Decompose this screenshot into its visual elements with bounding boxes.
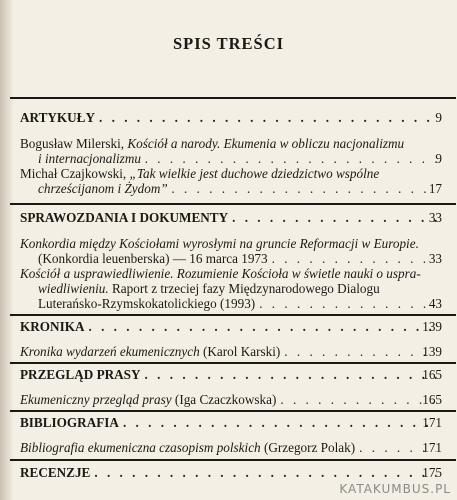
leader-dots	[284, 344, 436, 359]
divider	[10, 410, 456, 412]
entry-kronika-row	[20, 344, 440, 359]
entry-konkordia-line1: Konkordia między Kościołami wyrosłymi na gruncie Reformacji w Europie.	[20, 236, 419, 251]
entry-kronika-page: 139	[422, 344, 442, 359]
divider	[10, 314, 456, 316]
leader-dots	[88, 319, 436, 334]
entry-przeglad-page: 165	[422, 392, 442, 407]
entry-title-cont: chrześcijanom i Żydom”	[38, 181, 168, 196]
divider	[10, 203, 456, 205]
entry-konkordia-line2	[38, 251, 440, 266]
section-recenzje-heading: RECENZJE	[20, 465, 91, 480]
section-artykuly-heading: ARTYKUŁY	[20, 110, 96, 125]
entry-author: Bogusław Milerski,	[20, 136, 125, 151]
entry-bibliografia-row	[20, 440, 440, 455]
entry-title-cont: (Konkordia leuenberska) — 16 marca 1973	[38, 251, 268, 266]
leader-dots	[94, 465, 436, 480]
entry-kronika-text: Kronika wydarzeń ekumenicznych (Karol Karski)	[20, 344, 281, 359]
leader-dots	[272, 251, 436, 266]
entry-title: „Tak wielkie jest duchowe dziedzictwo wspólne	[129, 166, 380, 181]
section-sprawozdania-heading: SPRAWOZDANIA I DOKUMENTY	[20, 210, 229, 225]
entry-kosciol-page: 43	[428, 296, 442, 311]
section-bibliografia-row	[20, 415, 440, 430]
watermark: KATAKUMBUS.PL	[339, 482, 451, 496]
entry-subtitle: Raport z trzeciej fazy Międzynarodowego Dialogu	[108, 281, 380, 296]
entry-konkordia-page: 33	[428, 251, 442, 266]
page-shadow	[0, 0, 14, 500]
leader-dots	[259, 296, 436, 311]
leader-dots	[280, 392, 436, 407]
entry-title-cont: wiedliwieniu.	[38, 281, 109, 296]
entry-subtitle-cont: Luterańsko-Rzymskokatolickiego (1993)	[38, 296, 256, 311]
entry-title: Kościół a narody. Ekumenia w obliczu nacjonalizmu	[127, 136, 405, 151]
leader-dots	[123, 415, 436, 430]
section-artykuly-page: 9	[435, 110, 442, 125]
section-sprawozdania-row	[20, 210, 440, 225]
section-sprawozdania-page: 33	[428, 210, 442, 225]
entry-kosciol-line2	[38, 281, 457, 296]
entry-milerski-line1	[20, 136, 442, 151]
leader-dots	[99, 110, 436, 125]
entry-milerski-line2	[38, 151, 440, 166]
section-kronika-row	[20, 319, 440, 334]
section-przeglad-heading: PRZEGLĄD PRASY	[20, 367, 141, 382]
divider	[10, 459, 456, 461]
entry-author: Michał Czajkowski,	[20, 166, 127, 181]
section-recenzje-row	[20, 465, 440, 480]
entry-czajkowski-line2	[38, 181, 440, 196]
leader-dots	[145, 151, 436, 166]
leader-dots	[232, 210, 436, 225]
entry-kosciol-line1: Kościół a usprawiedliwienie. Rozumienie Kościoła w świetle nauki o uspra-	[20, 266, 421, 281]
entry-milerski-page: 9	[435, 151, 442, 166]
section-bibliografia-heading: BIBLIOGRAFIA	[20, 415, 119, 430]
top-rule	[10, 97, 456, 99]
divider	[10, 362, 456, 364]
leader-dots	[172, 181, 436, 196]
entry-bibliografia-page: 171	[422, 440, 442, 455]
entry-title-cont: i internacjonalizmu	[38, 151, 141, 166]
section-recenzje-page: 175	[422, 465, 442, 480]
section-przeglad-page: 165	[422, 367, 442, 382]
entry-kosciol-line3	[38, 296, 440, 311]
section-artykuly-row	[20, 110, 440, 125]
section-przeglad-row	[20, 367, 440, 382]
entry-przeglad-row	[20, 392, 440, 407]
section-kronika-heading: KRONIKA	[20, 319, 85, 334]
entry-czajkowski-page: 17	[428, 181, 442, 196]
leader-dots	[145, 367, 436, 382]
section-bibliografia-page: 171	[422, 415, 442, 430]
section-kronika-page: 139	[422, 319, 442, 334]
entry-bibliografia-text: Bibliografia ekumeniczna czasopism polskich (Grzegorz Polak)	[20, 440, 356, 455]
entry-czajkowski-line1	[20, 166, 442, 181]
entry-przeglad-text: Ekumeniczny przegląd prasy (Iga Czaczkowska)	[20, 392, 277, 407]
page-title: SPIS TREŚCI	[172, 34, 285, 53]
